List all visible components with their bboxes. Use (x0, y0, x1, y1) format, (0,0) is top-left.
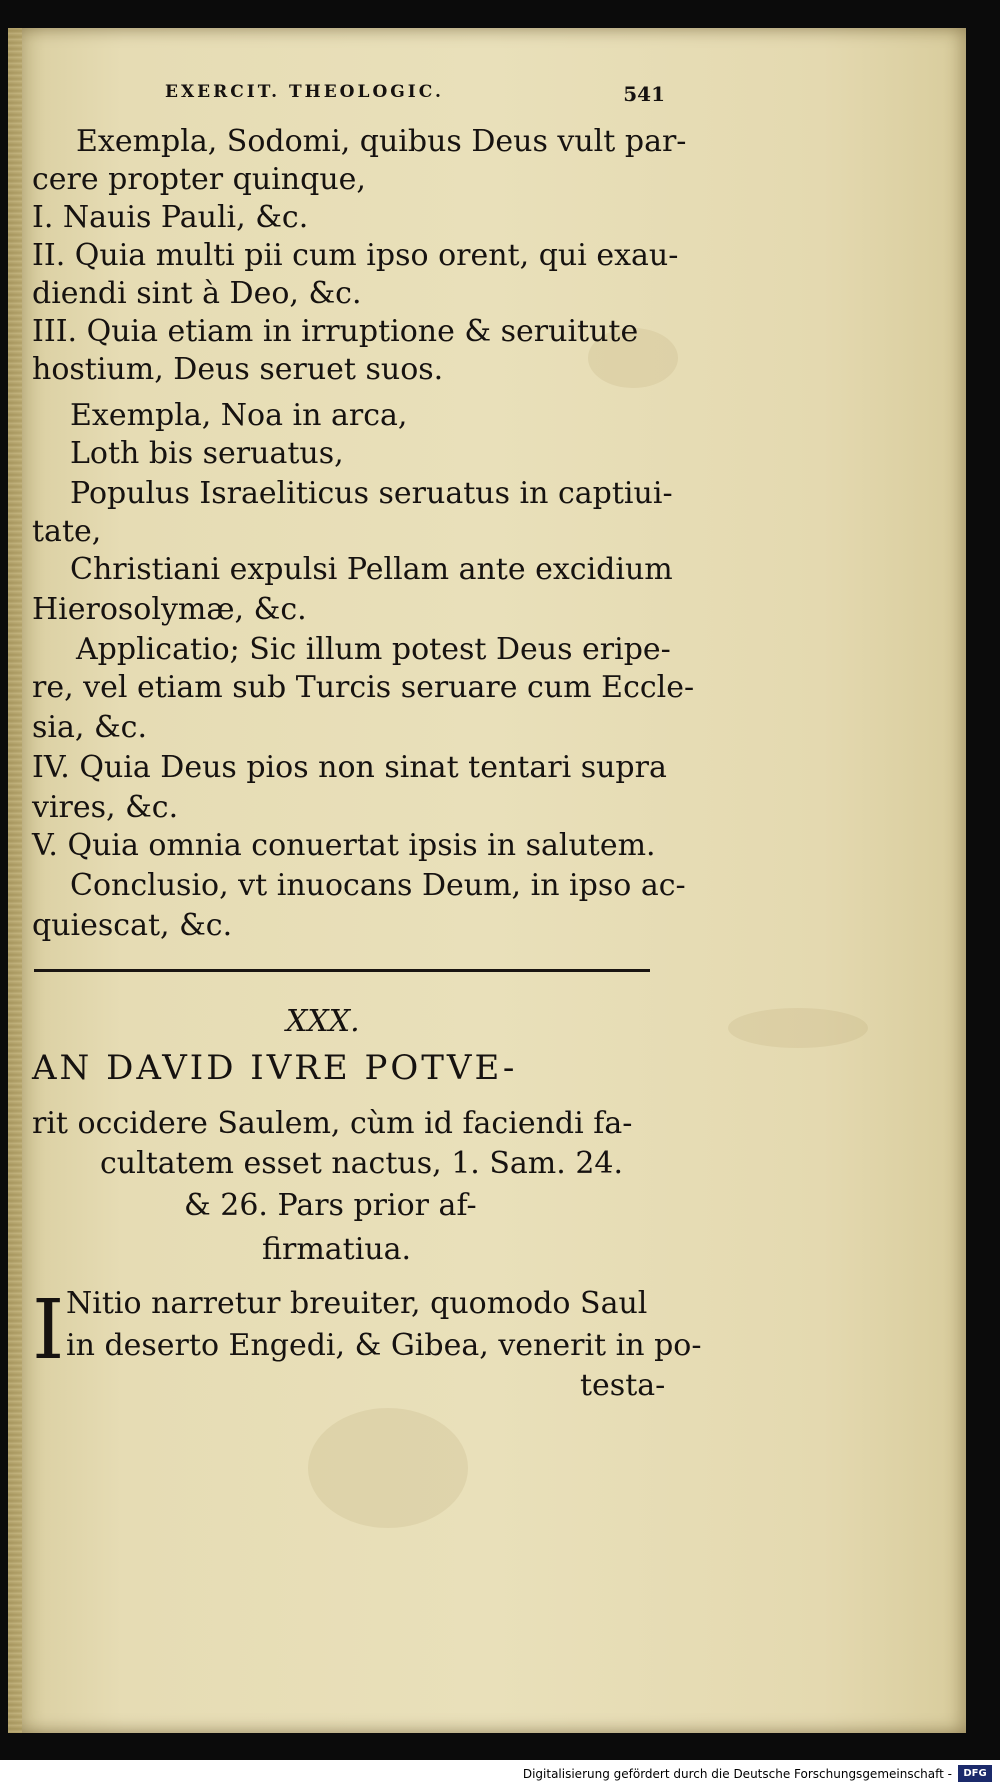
section-divider (34, 969, 650, 972)
body-line: quiescat, &c. (32, 908, 233, 943)
catchword: testa- (580, 1368, 666, 1403)
section-title-line: & 26. Pars prior af- (184, 1188, 477, 1223)
running-header (165, 82, 665, 106)
body-line: V. Quia omnia conuertat ipsis in salutem. (32, 828, 656, 863)
opening-line: Nitio narretur breuiter, quomodo Saul (66, 1286, 648, 1321)
body-line: Populus Israeliticus seruatus in captiui- (70, 476, 673, 511)
paper-stain (308, 1408, 468, 1528)
body-line: vires, &c. (32, 790, 179, 825)
running-title: EXERCIT. THEOLOGIC. (165, 82, 444, 102)
section-number: XXX. (286, 1004, 360, 1039)
page-gutter-edge (8, 28, 22, 1733)
body-line: Exempla, Noa in arca, (70, 398, 408, 433)
section-title-line: cultatem esset nactus, 1. Sam. 24. (100, 1146, 624, 1181)
section-title-line: rit occidere Saulem, cùm id faciendi fa- (32, 1106, 633, 1141)
body-line: Applicatio; Sic illum potest Deus eripe- (76, 632, 671, 667)
opening-line: in deserto Engedi, & Gibea, venerit in po- (66, 1328, 702, 1363)
body-line: II. Quia multi pii cum ipso orent, qui exau- (32, 238, 679, 273)
body-line: cere propter quinque, (32, 162, 366, 197)
body-line: Loth bis seruatus, (70, 436, 344, 471)
digitization-footer (0, 1760, 1000, 1788)
section-title-line: AN DAVID IVRE POTVE- (32, 1048, 518, 1088)
page-number: 541 (623, 82, 665, 106)
paper-stain (728, 1008, 868, 1048)
funding-credit: Digitalisierung gefördert durch die Deutsche Forschungsgemeinschaft - (522, 1767, 952, 1781)
body-line: Conclusio, vt inuocans Deum, in ipso ac- (70, 868, 686, 903)
body-line: I. Nauis Pauli, &c. (32, 200, 309, 235)
body-line: Christiani expulsi Pellam ante excidium (70, 552, 673, 587)
section-title-line: firmatiua. (262, 1232, 412, 1267)
body-line: Hierosolymæ, &c. (32, 592, 307, 627)
body-line: re, vel etiam sub Turcis seruare cum Eccle- (32, 670, 695, 705)
body-line: tate, (32, 514, 102, 549)
body-line: IV. Quia Deus pios non sinat tentari supra (32, 750, 667, 785)
dfg-logo: DFG (958, 1765, 992, 1782)
body-line: hostium, Deus seruet suos. (32, 352, 444, 387)
body-line: diendi sint à Deo, &c. (32, 276, 362, 311)
body-line: sia, &c. (32, 710, 147, 745)
body-line: III. Quia etiam in irruptione & seruitute (32, 314, 639, 349)
body-line: Exempla, Sodomi, quibus Deus vult par- (76, 124, 687, 159)
drop-capital: I (32, 1283, 65, 1378)
